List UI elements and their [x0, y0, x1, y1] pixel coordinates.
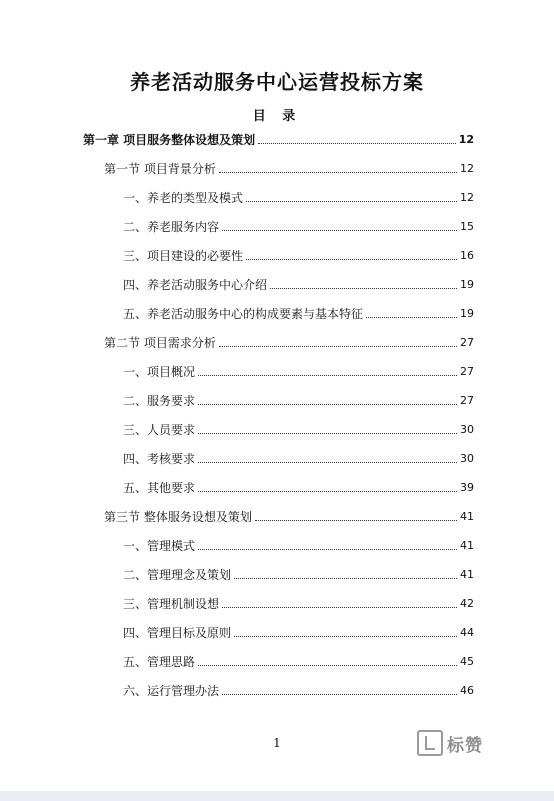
toc-dot-leader	[255, 519, 457, 521]
toc-dot-leader	[222, 693, 457, 695]
toc-dot-leader	[198, 490, 457, 492]
toc-entry-label: 五、其他要求	[123, 481, 196, 495]
toc-entry[interactable]	[123, 419, 474, 437]
toc-entry-page: 39	[460, 481, 474, 494]
toc-entry-page: 27	[460, 394, 474, 407]
toc-entry-page: 41	[460, 539, 474, 552]
toc-entry[interactable]	[123, 651, 474, 669]
toc-entry-label: 第二节 项目需求分析	[104, 336, 216, 350]
toc-dot-leader	[222, 229, 457, 231]
document-title: 养老活动服务中心运营投标方案	[130, 70, 424, 94]
toc-entry[interactable]	[123, 622, 474, 640]
toc-dot-leader	[198, 403, 457, 405]
toc-entry[interactable]	[123, 245, 474, 263]
watermark	[417, 730, 483, 756]
toc-entry-page: 41	[460, 568, 474, 581]
toc-entry-label: 第一节 项目背景分析	[104, 162, 216, 176]
page-number: 1	[273, 736, 281, 750]
biaozan-logo-icon	[417, 730, 443, 756]
toc-dot-leader	[219, 345, 457, 347]
toc-entry-label: 三、人员要求	[123, 423, 196, 437]
toc-dot-leader	[198, 664, 457, 666]
toc-entry-page: 15	[460, 220, 474, 233]
toc-entry-page: 46	[460, 684, 474, 697]
toc-entry-page: 27	[460, 336, 474, 349]
toc-entry[interactable]	[83, 129, 474, 147]
toc-entry-label: 第三节 整体服务设想及策划	[104, 510, 252, 524]
toc-entry-page: 41	[460, 510, 474, 523]
toc-entry[interactable]	[123, 361, 474, 379]
toc-entry-page: 27	[460, 365, 474, 378]
toc-dot-leader	[246, 200, 457, 202]
toc-entry-page: 42	[460, 597, 474, 610]
watermark-text: 标赞	[447, 735, 483, 756]
toc-entry-label: 二、服务要求	[123, 394, 196, 408]
toc-entry[interactable]	[104, 506, 474, 524]
toc-entry-page: 19	[460, 278, 474, 291]
toc-entry-label: 五、养老活动服务中心的构成要素与基本特征	[123, 307, 364, 321]
toc-entry-label: 第一章 项目服务整体设想及策划	[83, 133, 256, 147]
toc-entry-label: 一、养老的类型及模式	[123, 191, 244, 205]
toc-dot-leader	[234, 577, 457, 579]
toc-entry-page: 44	[460, 626, 474, 639]
toc-dot-leader	[198, 461, 457, 463]
viewer-bottom-bar	[0, 791, 554, 801]
toc-entry-label: 一、项目概况	[123, 365, 196, 379]
toc-entry-page: 12	[458, 133, 474, 146]
toc-entry-page: 19	[460, 307, 474, 320]
toc-entry-page: 16	[460, 249, 474, 262]
toc-entry-label: 二、管理理念及策划	[123, 568, 232, 582]
toc-entry[interactable]	[123, 216, 474, 234]
toc-entry[interactable]	[123, 593, 474, 611]
toc-entry-label: 五、管理思路	[123, 655, 196, 669]
toc-entry-label: 三、管理机制设想	[123, 597, 220, 611]
toc-dot-leader	[222, 606, 457, 608]
toc-entry-page: 30	[460, 452, 474, 465]
toc-dot-leader	[270, 287, 457, 289]
toc-entry-page: 30	[460, 423, 474, 436]
toc-entry-label: 四、管理目标及原则	[123, 626, 232, 640]
toc-dot-leader	[366, 316, 457, 318]
toc-entry-page: 12	[460, 191, 474, 204]
toc-dot-leader	[198, 374, 457, 376]
toc-entry-page: 45	[460, 655, 474, 668]
toc-entry-label: 三、项目建设的必要性	[123, 249, 244, 263]
toc-entry-label: 一、管理模式	[123, 539, 196, 553]
toc-entry-label: 六、运行管理办法	[123, 684, 220, 698]
toc-dot-leader	[246, 258, 457, 260]
toc-entry[interactable]	[123, 564, 474, 582]
toc-dot-leader	[198, 432, 457, 434]
toc-entry[interactable]	[104, 332, 474, 350]
toc-heading: 目 录	[252, 109, 302, 124]
toc-entry[interactable]	[123, 680, 474, 698]
toc-entry-page: 12	[460, 162, 474, 175]
toc-entry[interactable]	[123, 274, 474, 292]
toc-entry[interactable]	[104, 158, 474, 176]
toc-entry[interactable]	[123, 477, 474, 495]
toc-entry[interactable]	[123, 303, 474, 321]
toc-entry-label: 二、养老服务内容	[123, 220, 220, 234]
toc-dot-leader	[198, 548, 457, 550]
toc-entry[interactable]	[123, 187, 474, 205]
toc-dot-leader	[219, 171, 457, 173]
toc-dot-leader	[258, 142, 456, 144]
toc-entry[interactable]	[123, 390, 474, 408]
toc-entry-label: 四、养老活动服务中心介绍	[123, 278, 268, 292]
toc-entry[interactable]	[123, 535, 474, 553]
toc-entry[interactable]	[123, 448, 474, 466]
toc-dot-leader	[234, 635, 457, 637]
toc-entry-label: 四、考核要求	[123, 452, 196, 466]
